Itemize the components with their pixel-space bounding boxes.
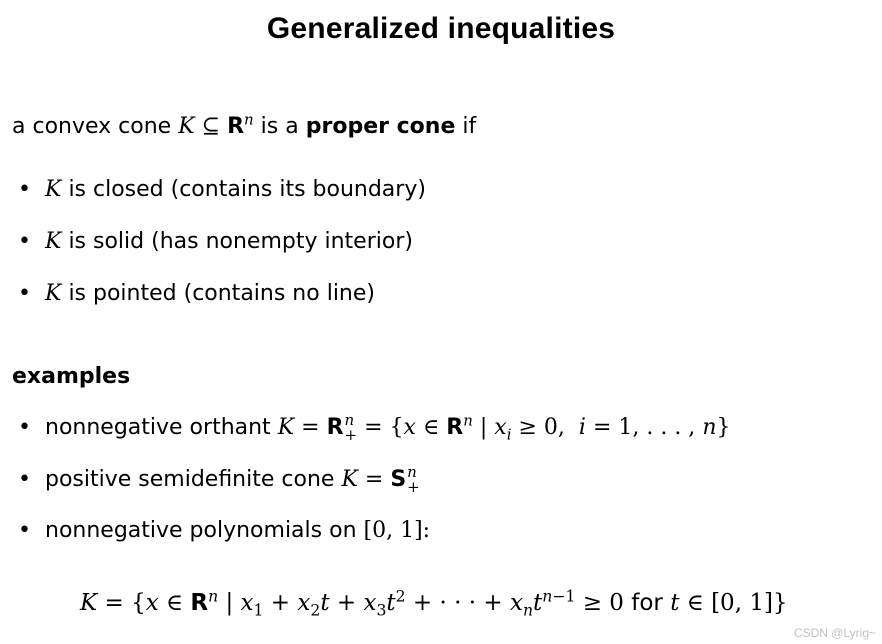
example-item: nonnegative orthant K = R n + = {x ∈ $R^n$ | $x_i \ge 0$, i = 1, . . . , n} <box>45 411 731 444</box>
example-item: nonnegative polynomials on [0, 1]: <box>45 518 431 543</box>
bullet: • <box>18 518 31 543</box>
bullet: • <box>18 281 31 306</box>
examples-heading: examples <box>12 364 131 389</box>
watermark: CSDN @Lyrig~ <box>793 626 876 640</box>
condition-item: K is closed (contains its boundary) <box>45 177 426 202</box>
intro-text-2: is a <box>260 114 299 139</box>
bullet: • <box>18 467 31 492</box>
intro-text-3: if <box>462 114 477 139</box>
proper-cone-term: proper cone <box>305 114 456 139</box>
intro-line: a convex cone K ⊆ $R^n$ is a proper cone if <box>12 110 477 139</box>
math-subseteq: ⊆ <box>201 114 221 139</box>
bullet: • <box>18 177 31 202</box>
intro-text-1: a convex cone <box>12 114 172 139</box>
condition-item: K is pointed (contains no line) <box>45 281 375 306</box>
bullet: • <box>18 229 31 254</box>
bullet: • <box>18 415 31 440</box>
example-item: positive semidefinite cone K = S n + <box>45 463 420 496</box>
math-K: K <box>178 114 195 139</box>
math-R: R <box>227 114 245 139</box>
condition-item: K is solid (has nonempty interior) <box>45 229 413 254</box>
slide-title: Generalized inequalities <box>266 12 616 45</box>
formula-for-text: for <box>631 590 663 616</box>
polynomial-cone-formula: K = {x ∈ $R^n$ | $x_1 + x_2t + x_3t^2$ + · · · + $x_nt^{n-1} \ge 0$ for t ∈ [0, 1]} <box>80 586 788 620</box>
